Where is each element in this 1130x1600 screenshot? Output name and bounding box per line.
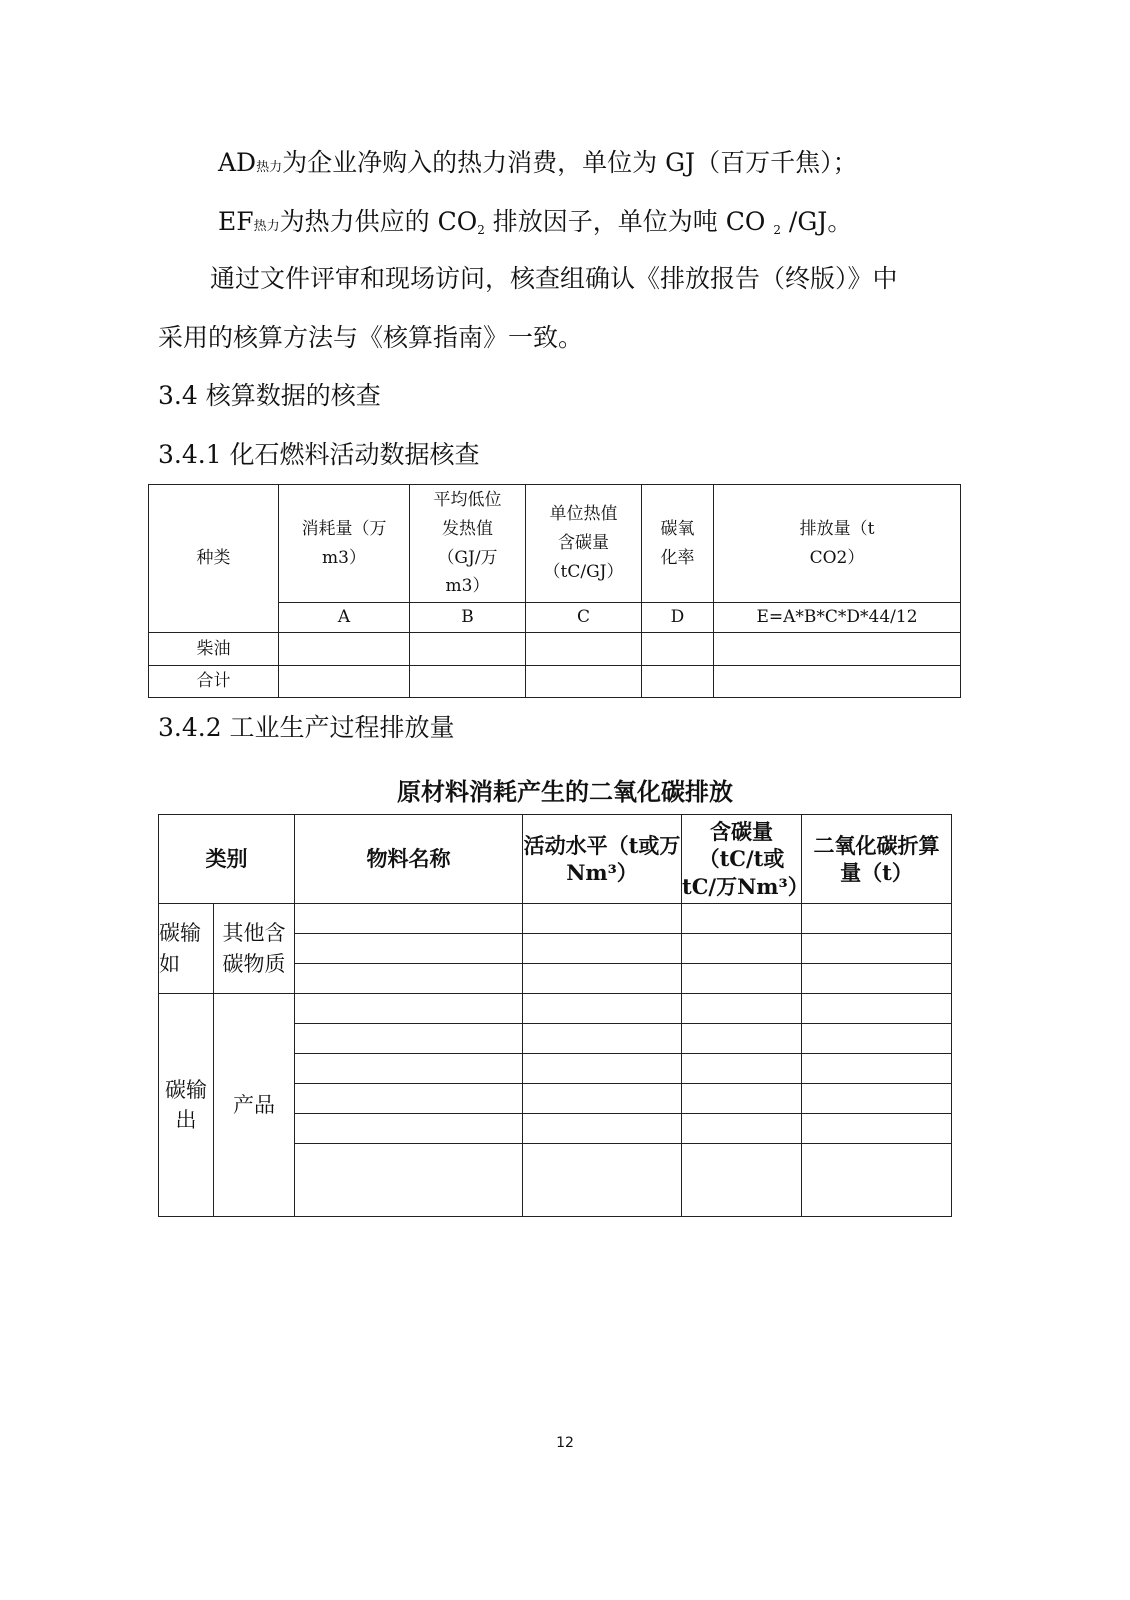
header-carbon-content: 含碳量（tC/t或tC/万Nm³）	[682, 815, 802, 904]
symbol-ef: EF	[218, 207, 254, 236]
cell	[523, 1144, 682, 1217]
cell	[410, 666, 526, 698]
cell	[410, 633, 526, 666]
cell	[682, 964, 802, 994]
ef-description-part3: /GJ。	[780, 207, 853, 236]
cell	[523, 1114, 682, 1144]
cell	[295, 994, 523, 1024]
header-emission: 排放量（t CO2）	[714, 485, 961, 603]
subgroup-product: 产品	[214, 994, 295, 1217]
cell	[642, 633, 714, 666]
ef-description-part1: 为热力供应的 CO	[279, 207, 478, 236]
paragraph-review-line1: 通过文件评审和现场访问，核查组确认《排放报告（终版）》中	[210, 264, 898, 293]
code-c: C	[526, 603, 642, 633]
cell	[523, 994, 682, 1024]
header-co2-conversion: 二氧化碳折算量（t）	[802, 815, 952, 904]
paragraph-ad-definition	[218, 150, 858, 175]
row-label-total: 合计	[149, 666, 279, 698]
cell	[295, 1144, 523, 1217]
cell	[682, 904, 802, 934]
cell	[279, 633, 410, 666]
header-activity-level: 活动水平（t或万Nm³）	[523, 815, 682, 904]
code-d: D	[642, 603, 714, 633]
cell	[523, 904, 682, 934]
cell	[682, 1144, 802, 1217]
header-consumption: 消耗量（万m3）	[279, 485, 410, 603]
raw-material-table	[158, 814, 952, 1217]
code-e: E=A*B*C*D*44/12	[714, 603, 961, 633]
cell	[682, 1114, 802, 1144]
cell	[802, 994, 952, 1024]
section-heading-3-4-1: 3.4.1 化石燃料活动数据核查	[158, 440, 480, 469]
subscript-2: 2	[773, 223, 781, 237]
table2-caption: 原材料消耗产生的二氧化碳排放	[397, 777, 733, 806]
subscript-heat: 热力	[256, 160, 283, 175]
section-heading-3-4: 3.4 核算数据的核查	[158, 381, 381, 410]
row-label-diesel: 柴油	[149, 633, 279, 666]
cell	[802, 1114, 952, 1144]
symbol-ad: AD	[218, 148, 257, 177]
table-row	[159, 904, 952, 934]
subgroup-other-carbon: 其他含碳物质	[214, 904, 295, 994]
subscript-heat: 热力	[253, 219, 280, 234]
cell	[682, 994, 802, 1024]
cell	[295, 1084, 523, 1114]
cell	[279, 666, 410, 698]
paragraph-ef-definition	[218, 209, 852, 236]
table-row	[149, 666, 961, 698]
table-row	[159, 994, 952, 1024]
header-oxidation-rate: 碳氧化率	[642, 485, 714, 603]
cell	[682, 1024, 802, 1054]
cell	[714, 633, 961, 666]
cell	[802, 1054, 952, 1084]
cell	[714, 666, 961, 698]
group-carbon-input: 碳输如	[159, 904, 214, 994]
cell	[526, 666, 642, 698]
cell	[295, 964, 523, 994]
cell	[523, 1024, 682, 1054]
cell	[523, 934, 682, 964]
cell	[295, 1114, 523, 1144]
cell	[642, 666, 714, 698]
cell	[682, 934, 802, 964]
code-a: A	[279, 603, 410, 633]
code-b: B	[410, 603, 526, 633]
cell	[295, 934, 523, 964]
cell	[295, 1024, 523, 1054]
ad-description: 为企业净购入的热力消费，单位为 GJ（百万千焦）；	[282, 148, 858, 177]
header-type: 种类	[149, 485, 279, 633]
table-row	[149, 633, 961, 666]
cell	[802, 934, 952, 964]
page-number: 12	[556, 1435, 574, 1451]
cell	[523, 1054, 682, 1084]
section-heading-3-4-2: 3.4.2 工业生产过程排放量	[158, 713, 455, 742]
cell	[802, 904, 952, 934]
cell	[526, 633, 642, 666]
cell	[682, 1054, 802, 1084]
ef-description-part2: 排放因子，单位为吨 CO	[484, 207, 774, 236]
fossil-fuel-table	[148, 484, 961, 698]
paragraph-review-line2: 采用的核算方法与《核算指南》一致。	[158, 323, 584, 352]
cell	[523, 1084, 682, 1114]
header-category: 类别	[159, 815, 295, 904]
subscript-2: 2	[477, 223, 485, 237]
cell	[682, 1084, 802, 1114]
cell	[295, 904, 523, 934]
cell	[802, 1084, 952, 1114]
cell	[802, 1024, 952, 1054]
cell	[802, 1144, 952, 1217]
cell	[523, 964, 682, 994]
header-material-name: 物料名称	[295, 815, 523, 904]
header-carbon-content: 单位热值含碳量（tC/GJ）	[526, 485, 642, 603]
header-heating-value: 平均低位发热值（GJ/万m3）	[410, 485, 526, 603]
cell	[295, 1054, 523, 1084]
group-carbon-output: 碳输出	[159, 994, 214, 1217]
cell	[802, 964, 952, 994]
